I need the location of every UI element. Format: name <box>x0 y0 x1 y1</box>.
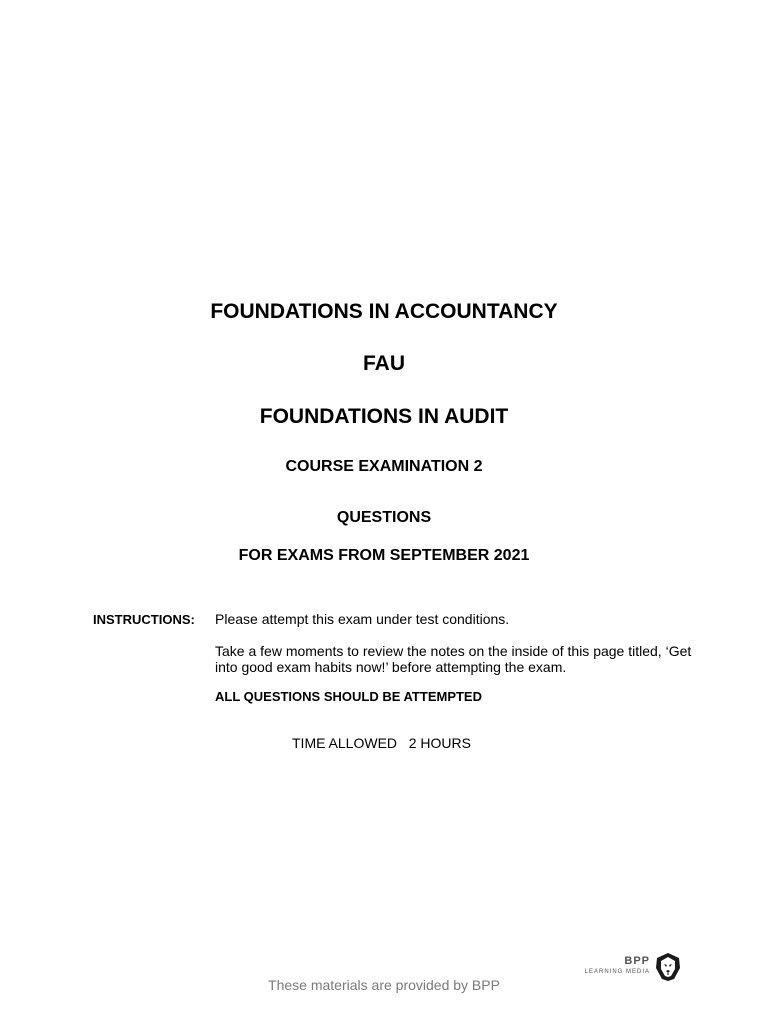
exam-name: COURSE EXAMINATION 2 <box>285 458 483 475</box>
logo-name: BPP <box>624 955 650 967</box>
paper-title: FOUNDATIONS IN AUDIT <box>259 405 509 428</box>
title-foundations-accountancy: FOUNDATIONS IN ACCOUNTANCY <box>210 300 558 323</box>
logo-subtitle: LEARNING MEDIA <box>584 969 650 975</box>
instruction-attempt-all: ALL QUESTIONS SHOULD BE ATTEMPTED <box>215 689 482 704</box>
instruction-test-conditions: Please attempt this exam under test conditions. <box>215 611 510 627</box>
footer-provided-by: These materials are provided by BPP <box>268 977 500 993</box>
time-allowed: TIME ALLOWED 2 HOURS <box>292 735 471 751</box>
document-type: QUESTIONS <box>336 509 432 526</box>
instruction-review-notes: Take a few moments to review the notes on the inside of this page titled, ‘Get into good exam habits now!’ before attempting the exam. <box>215 643 692 675</box>
exam-session: FOR EXAMS FROM SEPTEMBER 2021 <box>238 547 530 564</box>
instructions-label: INSTRUCTIONS: <box>93 612 195 627</box>
paper-code: FAU <box>363 352 405 375</box>
